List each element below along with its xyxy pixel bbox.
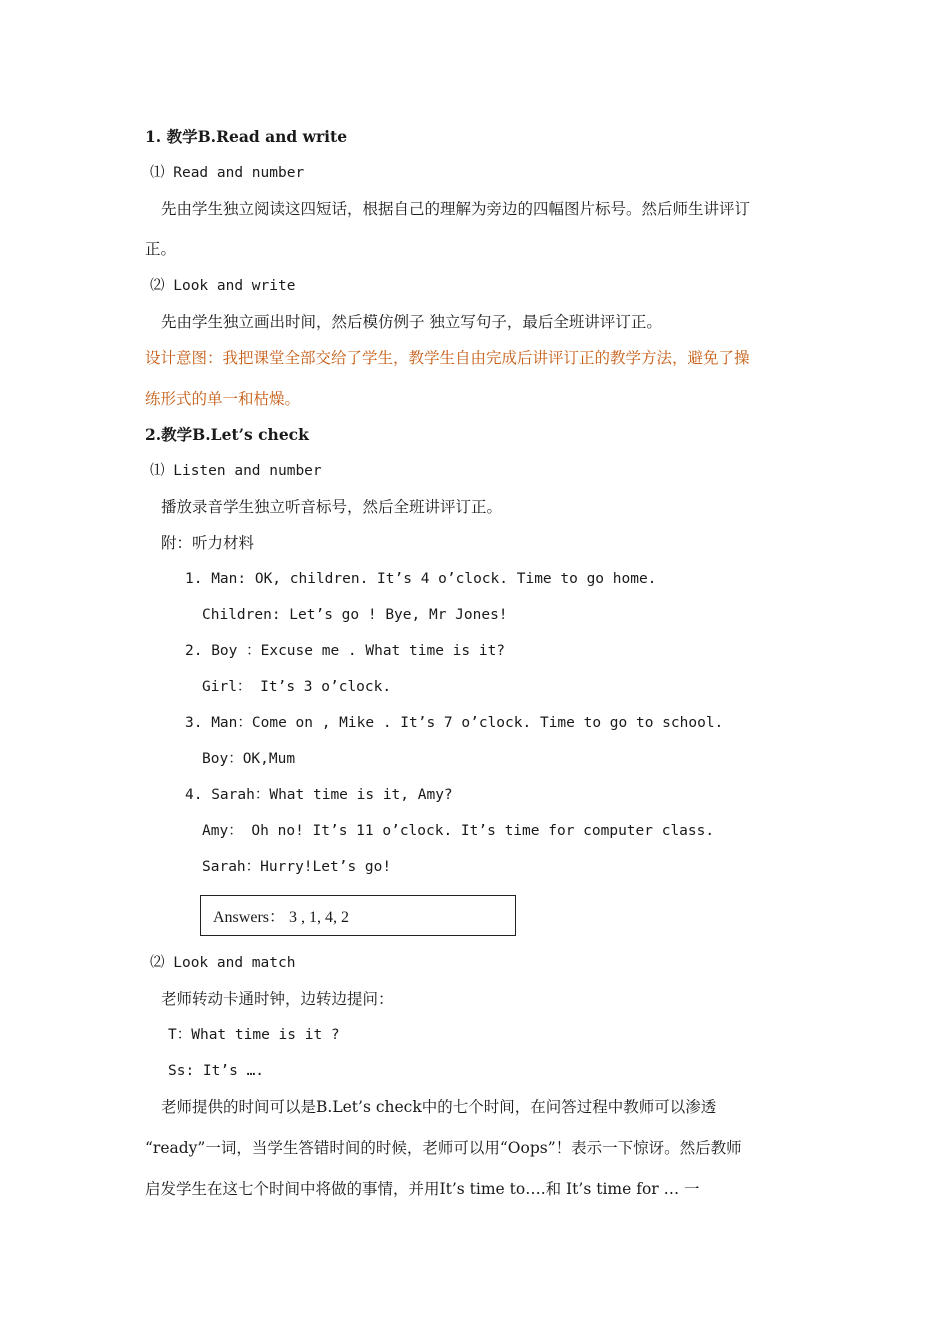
- dialogue-line: 1. Man: OK, children. It’s 4 o’clock. Time to go home.: [185, 571, 657, 587]
- subheading-read-and-number: ⑴ Read and number: [150, 165, 305, 181]
- paragraph: 播放录音学生独立听音标号，然后全班讲评订正。: [161, 498, 503, 516]
- design-intent-text: 设计意图：我把课堂全部交给了学生，教学生自由完成后讲评订正的教学方法，避免了操: [145, 349, 750, 367]
- design-intent-text: 练形式的单一和枯燥。: [145, 390, 301, 408]
- section-heading-2: 2.教学B.Let’s check: [145, 425, 309, 444]
- paragraph: 老师转动卡通时钟，边转边提问：: [161, 990, 394, 1008]
- dialogue-line: Amy： Oh no! It’s 11 o’clock. It’s time for computer class.: [202, 823, 715, 839]
- dialogue-line: T：What time is it ?: [168, 1027, 340, 1043]
- paragraph: 启发学生在这七个时间中将做的事情，并用It’s time to….和 It’s time for … 一: [145, 1180, 700, 1198]
- subheading-look-and-match: ⑵ Look and match: [150, 955, 296, 971]
- paragraph: 先由学生独立阅读这四短话，根据自己的理解为旁边的四幅图片标号。然后师生讲评订: [161, 200, 751, 218]
- dialogue-line: 3. Man：Come on , Mike . It’s 7 o’clock. Time to go to school.: [185, 715, 724, 731]
- dialogue-line: Children: Let’s go ! Bye, Mr Jones!: [202, 607, 508, 623]
- paragraph: 先由学生独立画出时间，然后模仿例子 独立写句子，最后全班讲评订正。: [161, 313, 662, 331]
- paragraph: “ready”一词，当学生答错时间的时候，老师可以用“Oops”！表示一下惊讶。然后教师: [145, 1139, 742, 1157]
- paragraph: 老师提供的时间可以是B.Let’s check中的七个时间，在问答过程中教师可以渗透: [161, 1098, 717, 1116]
- answers-box: [200, 895, 516, 936]
- section-heading-1: 1. 教学B.Read and write: [145, 127, 348, 146]
- answers-text: Answers： 3 , 1, 4, 2: [213, 909, 349, 926]
- subheading-listen-and-number: ⑴ Listen and number: [150, 463, 322, 479]
- dialogue-line: 4. Sarah：What time is it, Amy?: [185, 787, 453, 803]
- appendix-label: 附：听力材料: [161, 534, 255, 552]
- paragraph: 正。: [145, 240, 177, 258]
- dialogue-line: Boy：OK,Mum: [202, 751, 296, 767]
- dialogue-line: 2. Boy ：Excuse me . What time is it?: [185, 643, 506, 659]
- dialogue-line: Girl： It’s 3 o’clock.: [202, 679, 392, 695]
- dialogue-line: Sarah：Hurry!Let’s go!: [202, 859, 392, 875]
- dialogue-line: Ss: It’s ….: [168, 1063, 265, 1079]
- subheading-look-and-write: ⑵ Look and write: [150, 278, 296, 294]
